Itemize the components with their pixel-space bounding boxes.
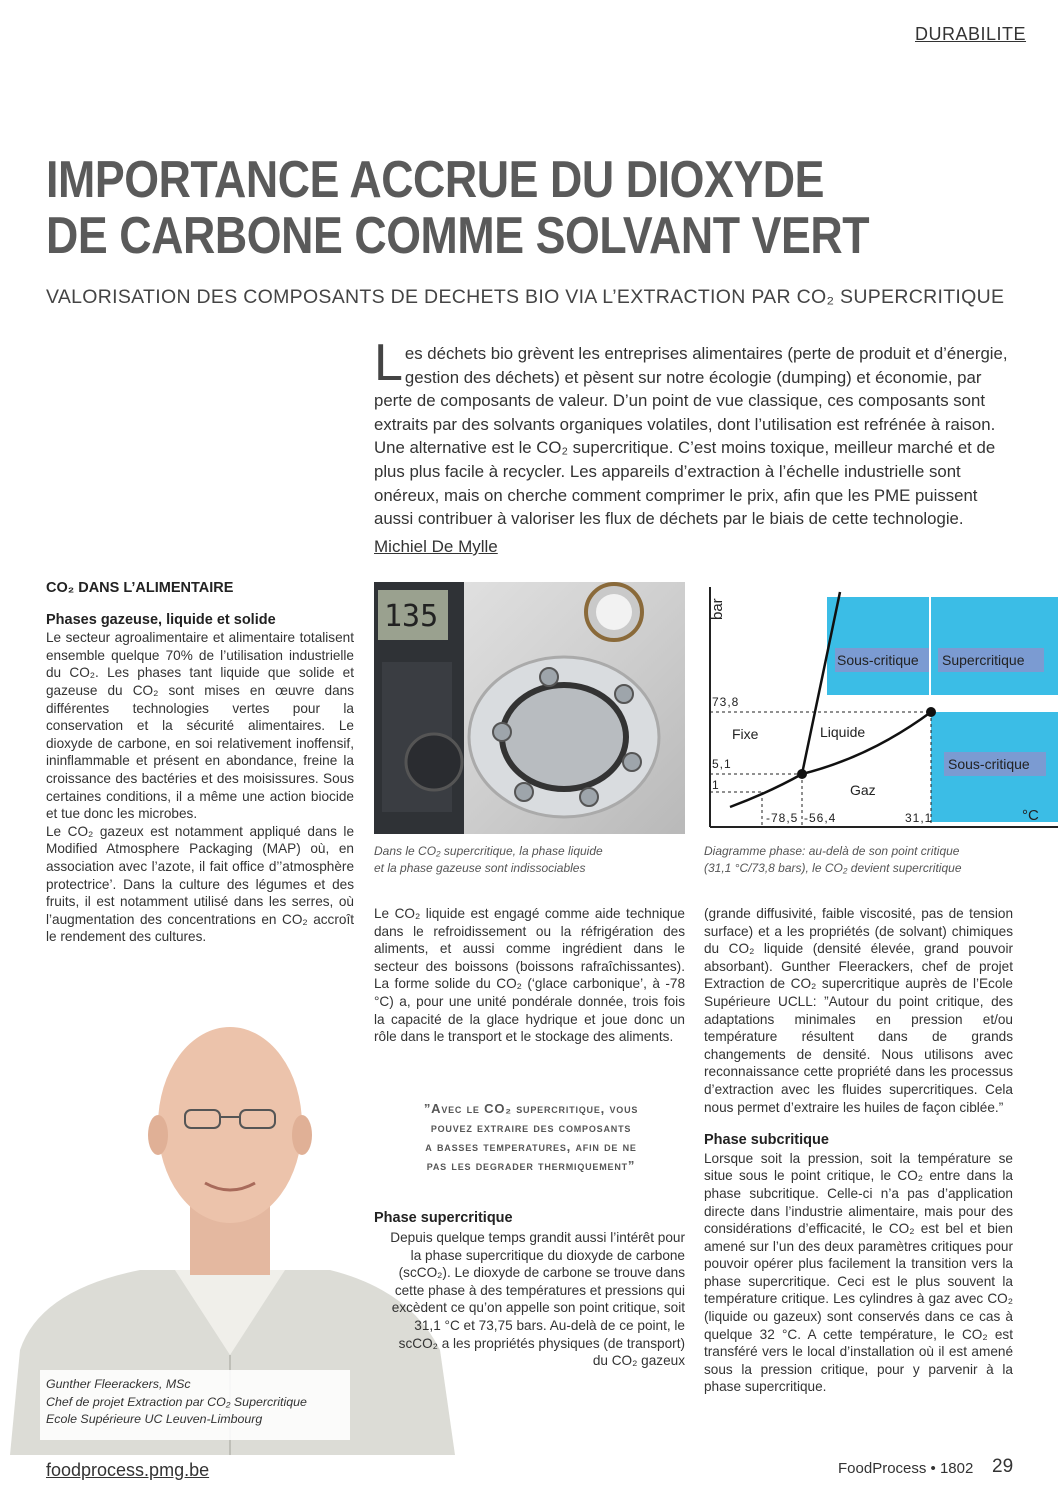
diagram-caption-line-2: (31,1 °C/73,8 bars), le CO₂ devient supercritique	[704, 861, 962, 875]
label-sous-critique-2: Sous-critique	[948, 756, 1030, 772]
vaporization-curve	[802, 712, 931, 774]
equipment-photo	[374, 582, 685, 834]
label-sous-critique-1: Sous-critique	[837, 652, 919, 668]
footer-issue: FoodProcess • 1802	[838, 1460, 974, 1477]
col2-paragraph-2: Depuis quelque temps grandit aussi l’intérêt pour la phase supercritique du dioxyde de carbone (scCO₂). Le dioxyde de carbone se trouve dans cette phase à des températures et pressions qui excèdent ce qu’on appelle son point critique, soit 31,1 °C et 73,75 bars. Au-delà de ce point, le scCO₂ a les propriétés physiques (de transport) du CO₂ gazeux	[390, 1230, 685, 1369]
column-2-bottom	[390, 1229, 685, 1370]
column-3	[704, 905, 1013, 1396]
subheading-phases: Phases gazeuse, liquide et solide	[46, 611, 276, 628]
label-fixe: Fixe	[732, 726, 759, 742]
equipment-illustration	[374, 582, 685, 834]
subheading-supercritique: Phase supercritique	[374, 1210, 513, 1226]
footer-website-link[interactable]: foodprocess.pmg.be	[46, 1460, 210, 1480]
author-byline: Michiel De Mylle	[374, 537, 498, 556]
col3-paragraph-1: (grande diffusivité, faible viscosité, pas de tension surface) et a les propriétés (de solvant) chimiques du CO₂ liquide (densité élevée, grand pouvoir absorbant). Gunther Fleerackers, chef de projet Extraction de CO₂ supercritique auprès de l’Ecole Supérieure UCLL: ”Autour du point critique, des adaptations minimales en pression et/ou température résultent dans de grands changements de densité. Nous utilisons avec reconnaissance cette propriété dans les processus d’extraction avec les fluides supercritiques. Cela nous permet d’extraire les huiles de façon ciblée.”	[704, 906, 1013, 1115]
col1-paragraph-2: Le CO₂ gazeux est notamment appliqué dans le Modified Atmosphere Packaging (MAP) où, en association avec l’azote, il fait office d’’atmosphère protectrice’. Dans la culture des légumes et des fruits, il est notamment utilisé dans les serres, où l’augmentation des concentrations en CO₂ accroît le rendement des cultures.	[46, 823, 354, 945]
drop-cap: L	[374, 334, 403, 392]
region-supercritique	[931, 597, 1058, 695]
diagram-caption	[704, 843, 1044, 877]
label-gaz: Gaz	[850, 782, 876, 798]
article-subtitle: VALORISATION DES COMPOSANTS DE DECHETS BIO VIA L’EXTRACTION PAR CO₂ SUPERCRITIQUE	[46, 286, 1005, 308]
tick-1: 1	[712, 778, 719, 792]
quote-line-2: pouvez extraire des composants	[430, 1120, 632, 1135]
column-1	[46, 580, 354, 946]
triple-point	[797, 769, 807, 779]
label-liquide: Liquide	[820, 724, 866, 740]
meter-reading: 135	[384, 599, 439, 634]
portrait-school: Ecole Supérieure UC Leuven-Limbourg	[46, 1412, 263, 1426]
phase-diagram-svg	[700, 582, 1058, 834]
phase-diagram	[700, 582, 1058, 834]
photo-caption-line-2: et la phase gazeuse sont indissociables	[374, 861, 586, 875]
tick-5-1: 5,1	[712, 757, 732, 771]
tick-31-1: 31,1	[905, 811, 933, 825]
portrait-name: Gunther Fleerackers, MSc	[46, 1377, 191, 1391]
quote-line-4: pas les degrader thermiquement”	[426, 1158, 636, 1173]
quote-line-3: a basses temperatures, afin de ne	[425, 1139, 637, 1154]
intro-paragraph	[374, 334, 1018, 531]
section-heading: CO₂ DANS L’ALIMENTAIRE	[46, 580, 234, 596]
subheading-subcritique: Phase subcritique	[704, 1132, 829, 1149]
intro-text: es déchets bio grèvent les entreprises alimentaires (perte de produit et d’énergie, gestion des déchets) et pèsent sur notre écologie (dumping) et économie, par perte de composants de valeur. D’un point de vue classique, ces composants sont extraits par des solvants organiques volatiles, dont l’utilisation est refrénée à raison. Une alternative est le CO₂ supercritique. C’est moins toxique, meilleur marché et de plus plus facile à recycler. Les appareils d’extraction à l’échelle industrielle sont onéreux, mais on cherche comment comprimer le prix, afin que les PME puissent aussi contribuer à valoriser les flux de déchets par le biais de cette technologie.	[374, 344, 1008, 529]
x-axis-label: °C	[1022, 807, 1039, 824]
tick-73-8: 73,8	[712, 695, 740, 709]
article-title	[46, 152, 889, 264]
tick-m78-5: -78,5	[766, 811, 799, 825]
quote-line-1: ”Avec le CO₂ supercritique, vous	[423, 1101, 639, 1116]
title-line-1: IMPORTANCE ACCRUE DU DIOXYDE	[46, 151, 825, 209]
region-sous-critique-top	[827, 597, 929, 695]
page-number: 29	[992, 1456, 1014, 1477]
col1-paragraph-1: Le secteur agroalimentaire et alimentaire totalisent ensemble quelque 70% de l’utilisation industrielle du CO₂. Les phases tant liquide que solide et gazeuse du CO₂ sont mises en œuvre dans différentes technologies vertes pour la conservation et la sécurité alimentaires. Le dioxyde de carbone, en soi relativement inoffensif, ininflammable et présent en abondance, freine la croissance des bactéries et des moisissures. Sous certaines conditions, il a même une action biocide et tue donc les microbes.	[46, 630, 354, 822]
col2-paragraph-1: Le CO₂ liquide est engagé comme aide technique dans le refroidissement ou la réfrigération des aliments, et aussi comme ingrédient dans le secteur des boissons (boissons rafraîchissantes). La forme solide du CO₂ (‘glace carbonique’, à -78 °C) a, pour une unité pondérale donnée, trois fois la capacité de la glace hydrique et joue donc un rôle dans le transport et le stockage des aliments.	[374, 906, 685, 1045]
portrait-role: Chef de projet Extraction par CO₂ Supercritique	[46, 1394, 307, 1409]
photo-caption-line-1: Dans le CO₂ supercritique, la phase liquide	[374, 844, 603, 858]
sublimation-curve	[730, 774, 802, 807]
photo-caption	[374, 843, 685, 877]
col3-paragraph-2: Lorsque soit la pression, soit la température se situe sous le point critique, le CO₂ entre dans la phase subcritique. Celle-ci n’a pas d’application directe dans l’industrie alimentaire, mais pour des considérations d’efficacité, le CO₂ est bel et bien amené sur l’un des deux paramètres critiques pour pouvoir opérer plus facilement la transition vers la phase supercritique. Ceci est le plus souvent la température critique. Les cylindres à gaz avec CO₂ (liquide ou gazeux) sont conservés dans ce cas à quelque 32 °C. A cette température, le CO₂ est transféré vers le local d’installation où il est amené sous la pression critique, pour y parvenir à la phase supercritique.	[704, 1150, 1013, 1395]
section-label: DURABILITE	[915, 24, 1027, 44]
portrait-caption	[40, 1370, 350, 1440]
diagram-caption-line-1: Diagramme phase: au-delà de son point critique	[704, 844, 960, 858]
y-axis-label: bar	[709, 598, 726, 620]
tick-m56-4: -56,4	[804, 811, 837, 825]
label-supercritique: Supercritique	[942, 652, 1025, 668]
title-line-2: DE CARBONE COMME SOLVANT VERT	[46, 207, 870, 265]
critical-point	[926, 707, 936, 717]
